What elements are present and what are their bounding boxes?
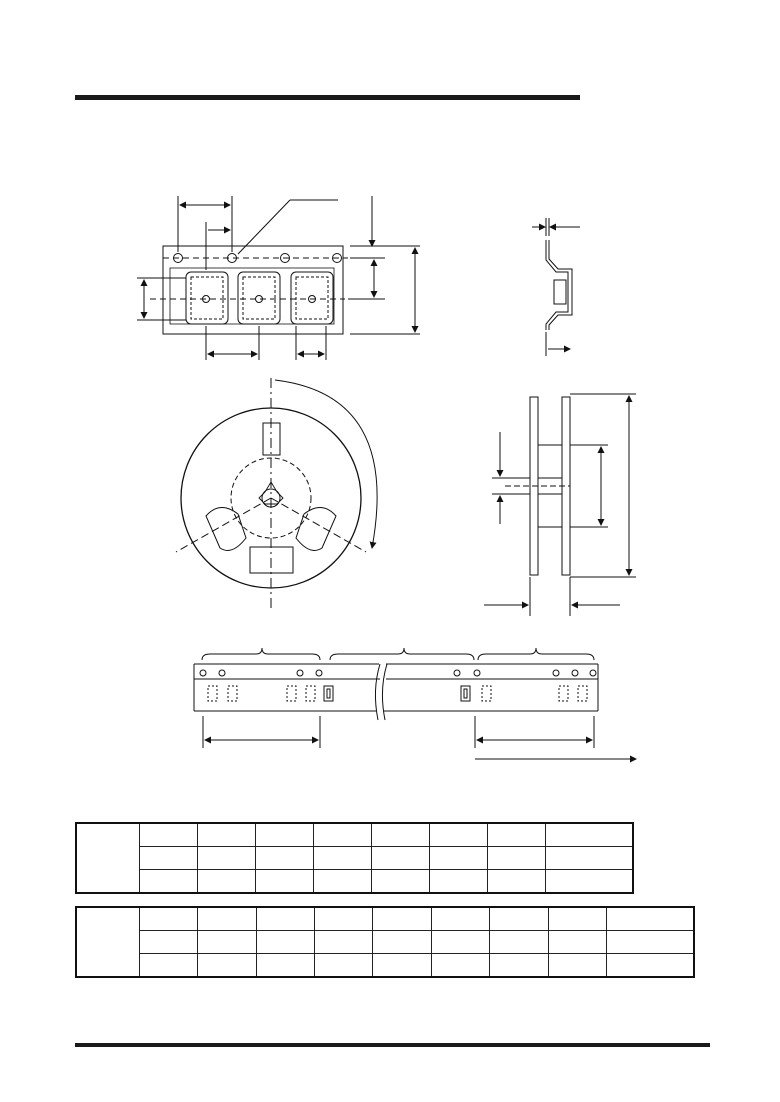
table-cell (314, 870, 372, 894)
component-brace (330, 648, 474, 660)
table-cell (548, 931, 606, 954)
table-cell (490, 954, 548, 978)
trailer-brace (202, 648, 320, 660)
table-cell (140, 870, 198, 894)
table-cell (606, 907, 694, 931)
table-cell (548, 954, 606, 978)
bottom-rule (75, 1043, 710, 1047)
spec-table-1 (75, 822, 634, 894)
table-cell (372, 823, 430, 847)
carrier-tape-top-view (137, 196, 420, 360)
table-cell (430, 870, 488, 894)
table-row (76, 907, 694, 931)
table-row (76, 847, 633, 870)
rotation-arrow (275, 380, 377, 548)
table-header-cell (76, 907, 140, 977)
table-row (76, 954, 694, 978)
table-cell (373, 931, 431, 954)
table-cell (140, 907, 198, 931)
table-cell (256, 847, 314, 870)
table-cell (198, 907, 256, 931)
table-cell (140, 931, 198, 954)
table-cell (373, 954, 431, 978)
table-row (76, 931, 694, 954)
table-cell (488, 870, 546, 894)
table-cell (488, 847, 546, 870)
pocket (238, 272, 280, 324)
table-cell (256, 931, 314, 954)
table-cell (546, 823, 633, 847)
table-header-cell (76, 823, 140, 893)
table-cell (315, 931, 373, 954)
reel-window (296, 507, 336, 550)
reel-side-view (484, 394, 636, 616)
table-cell (372, 847, 430, 870)
table-cell (140, 954, 198, 978)
table-cell (314, 847, 372, 870)
table-cell (140, 823, 198, 847)
tape-strip-view (194, 648, 636, 759)
table-cell (430, 823, 488, 847)
table-cell (256, 823, 314, 847)
table-cell (430, 847, 488, 870)
table-cell (546, 847, 633, 870)
tape-body (163, 246, 343, 334)
table-cell (431, 931, 489, 954)
component (324, 686, 333, 701)
table-cell (490, 931, 548, 954)
break-line (375, 664, 380, 720)
spec-table-2 (75, 906, 695, 978)
table-cell (198, 931, 256, 954)
table-cell (198, 847, 256, 870)
table-cell (372, 870, 430, 894)
table-cell (373, 907, 431, 931)
table-cell (314, 823, 372, 847)
leader-brace (478, 648, 594, 660)
pocket (291, 272, 333, 324)
table-cell (198, 823, 256, 847)
tape-cross-section (532, 218, 580, 356)
table-cell (431, 954, 489, 978)
table-cell (140, 847, 198, 870)
table-row (76, 823, 633, 847)
table-cell (606, 954, 694, 978)
table-cell (198, 870, 256, 894)
pocket (186, 272, 228, 324)
table-cell (256, 954, 314, 978)
table-cell (490, 907, 548, 931)
table-cell (548, 907, 606, 931)
table-cell (315, 907, 373, 931)
component (461, 686, 470, 701)
table-cell (315, 954, 373, 978)
table-row (76, 870, 633, 894)
table-cell (488, 823, 546, 847)
table-cell (198, 954, 256, 978)
table-cell (606, 931, 694, 954)
table-cell (256, 870, 314, 894)
reel-front-view (176, 378, 377, 612)
table-cell (431, 907, 489, 931)
table-cell (256, 907, 314, 931)
table-cell (546, 870, 633, 894)
reel-window (206, 507, 246, 550)
